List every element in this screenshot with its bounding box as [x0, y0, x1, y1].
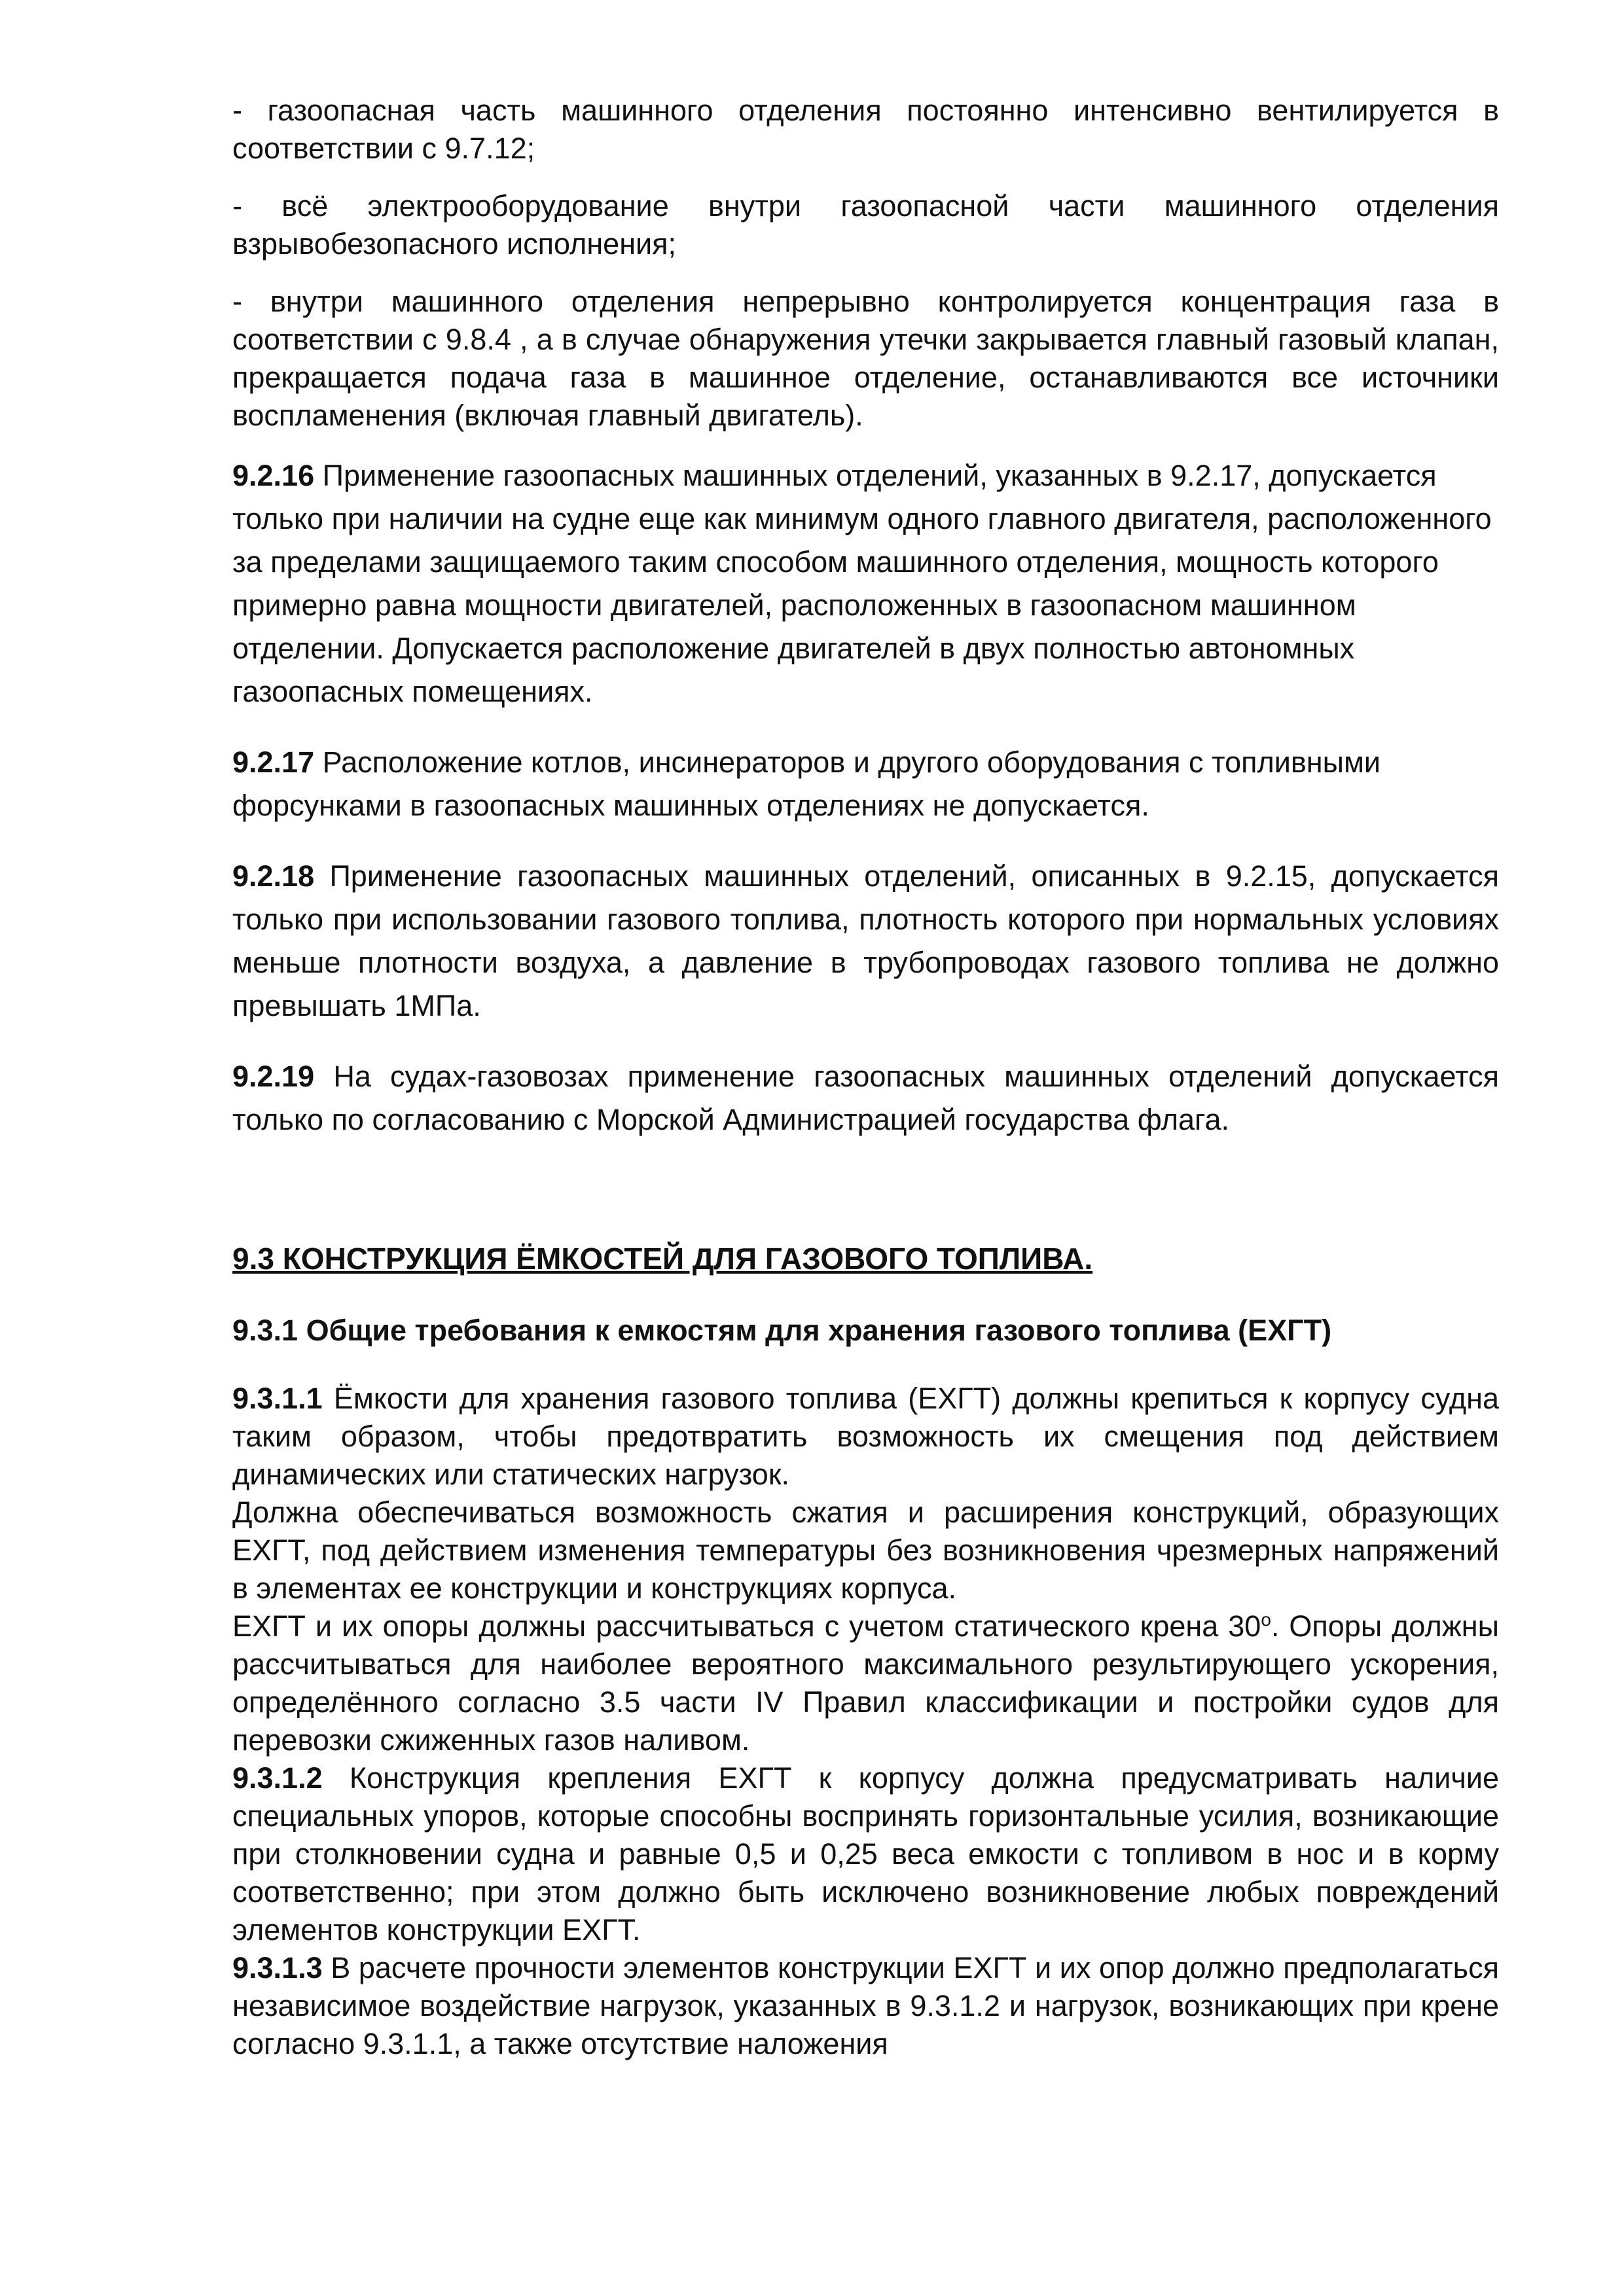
degree-sup: o	[1261, 1609, 1271, 1630]
section-title: 9.3 КОНСТРУКЦИЯ ЁМКОСТЕЙ ДЛЯ ГАЗОВОГО ТОПЛИВА.	[232, 1242, 1093, 1276]
clause-text: Конструкция крепления ЕХГТ к корпусу должна предусматривать наличие специальных упоров, которые способны воспринять горизонтальные усилия, возникающие при столкновении судна и равные 0,5 и 0,25 веса емкости с топливом в нос и в корму соответственно; при этом должно быть исключено возникновение любых повреждений элементов конструкции ЕХГТ.	[232, 1761, 1499, 1946]
paragraph-9-3-1-2	[232, 1759, 1499, 1949]
clause-number: 9.3.1.1	[232, 1382, 323, 1415]
clause-text: Применение газоопасных машинных отделений, описанных в 9.2.15, допускается только при использовании газового топлива, плотность которого при нормальных условиях меньше плотности воздуха, а давление в трубопроводах газового топлива не должно превышать 1МПа.	[232, 859, 1499, 1022]
bullet-electrical: - всё электрооборудование внутри газоопасной части машинного отделения взрывобезопасного исполнения;	[232, 189, 1499, 260]
paragraph-9-2-17	[232, 741, 1499, 827]
paragraph-9-3-1-1-thermal: Должна обеспечиваться возможность сжатия и расширения конструкций, образующих ЕХГТ, под действием изменения температуры без возникновения чрезмерных напряжений в элементах ее конструкции и конструкциях корпуса.	[232, 1496, 1499, 1605]
clause-number: 9.2.16	[232, 459, 315, 492]
clause-number: 9.2.17	[232, 745, 315, 779]
clause-number: 9.3.1.3	[232, 1951, 323, 1984]
heel-text-end: . Опоры должны рассчитываться для наиболее вероятного максимального результирующего ускорения, определённого согласно 3.5 части IV Правил классификации и постройки судов для перевозки сжиженных газов наливом.	[232, 1609, 1499, 1757]
clause-text: Расположение котлов, инсинераторов и другого оборудования с топливными форсунками в газоопасных машинных отделениях не допускается.	[232, 745, 1381, 822]
clause-number: 9.3.1.2	[232, 1761, 323, 1795]
paragraph-9-2-16	[232, 454, 1499, 713]
clause-text: Ёмкости для хранения газового топлива (ЕХГТ) должны крепиться к корпусу судна таким образом, чтобы предотвратить возможность их смещения под действием динамических или статических нагрузок.	[232, 1382, 1499, 1491]
clause-text: В расчете прочности элементов конструкции ЕХГТ и их опор должно предполагаться независимое воздействие нагрузок, указанных в 9.3.1.2 и нагрузок, возникающих при крене согласно 9.3.1.1, а также отсутствие наложения	[232, 1951, 1499, 2060]
paragraph-9-2-19	[232, 1055, 1499, 1141]
document-body	[232, 92, 1499, 2063]
paragraph-9-2-18	[232, 855, 1499, 1028]
paragraph-9-3-1-1	[232, 1380, 1499, 1494]
clause-number: 9.2.18	[232, 859, 315, 893]
bullet-gas-monitoring: - внутри машинного отделения непрерывно контролируется концентрация газа в соответствии с 9.8.4 , а в случае обнаружения утечки закрывается главный газовый клапан, прекращается подача газа в машинное отделение, останавливаются все источники воспламенения (включая главный двигатель).	[232, 285, 1499, 432]
paragraph-9-3-1-3	[232, 1949, 1499, 2063]
subsection-title: 9.3.1 Общие требования к емкостям для хранения газового топлива (ЕХГТ)	[232, 1314, 1332, 1347]
bullet-ventilation: - газоопасная часть машинного отделения постоянно интенсивно вентилируется в соответствии с 9.7.12;	[232, 94, 1499, 165]
heel-text-start: ЕХГТ и их опоры должны рассчитываться с учетом статического крена 30	[232, 1609, 1261, 1643]
clause-text: Применение газоопасных машинных отделений, указанных в 9.2.17, допускается только при наличии на судне еще как минимум одного главного двигателя, расположенного за пределами защищаемого таким способом машинного отделения, мощность которого примерно равна мощности двигателей, расположенных в газоопасном машинном отделении. Допускается расположение двигателей в двух полностью автономных газоопасных помещениях.	[232, 459, 1492, 708]
clause-text: На судах-газовозах применение газоопасных машинных отделений допускается только по согласованию с Морской Администрацией государства флага.	[232, 1060, 1499, 1136]
clause-number: 9.2.19	[232, 1060, 315, 1093]
paragraph-9-3-1-1-heel	[232, 1607, 1499, 1759]
